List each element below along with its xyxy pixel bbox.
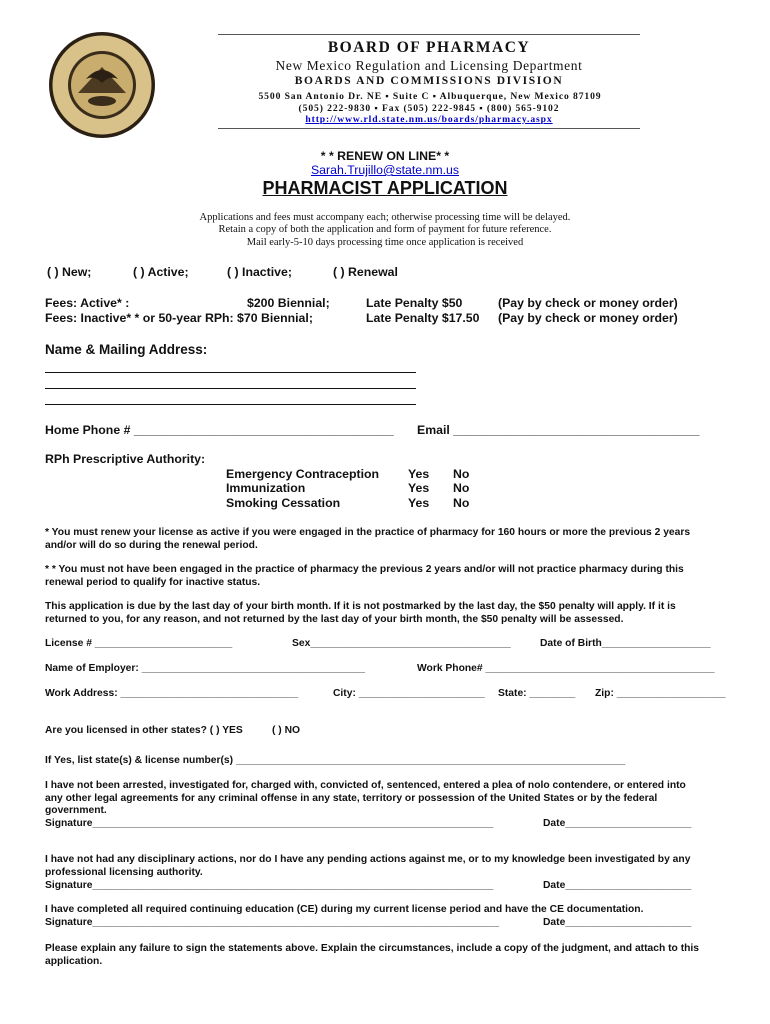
pa-smoking-cessation: Smoking Cessation: [226, 496, 341, 510]
pa-ec-yes[interactable]: Yes: [408, 467, 430, 481]
license-number-field[interactable]: License # ________________________: [45, 638, 233, 649]
board-website-link[interactable]: http://www.rld.state.nm.us/boards/pharmacy.aspx: [305, 114, 553, 125]
statement-line: government.: [45, 805, 107, 817]
status-inactive-option[interactable]: ( ) Inactive;: [227, 265, 292, 279]
pa-emergency-contraception: Emergency Contraception: [226, 467, 380, 481]
status-new-option[interactable]: ( ) New;: [47, 265, 92, 279]
board-phones: (505) 222-9830 ▪ Fax (505) 222-9845 ▪ (800) 565-9102: [298, 103, 560, 114]
header-bottom-rule: [218, 128, 640, 129]
closing-line: Please explain any failure to sign the statements above. Explain the circumstances, include a copy of the judgment, and attach to this: [45, 943, 700, 954]
statement-line: I have not had any disciplinary actions, nor do I have any pending actions against me, or to my knowledge been investigated by any: [45, 854, 691, 865]
closing-line: application.: [45, 956, 103, 967]
note-line: and/or will do so during the renewal period.: [45, 540, 258, 551]
due-date-note: [45, 600, 676, 626]
board-address: 5500 San Antonio Dr. NE ▪ Suite C ▪ Albuquerque, New Mexico 87109: [258, 91, 602, 102]
renew-online-notice: * * RENEW ON LINE* *: [320, 149, 450, 163]
note-line: * * You must not have been engaged in the practice of pharmacy the previous 2 years and/or will not practice pharmacy during this: [45, 564, 684, 575]
signature-field-3[interactable]: Signature_______________________________________________________________________: [45, 917, 500, 928]
statement-line: professional licensing authority.: [45, 866, 203, 878]
zip-field[interactable]: Zip: ___________________: [595, 688, 726, 699]
fee-inactive-penalty: Late Penalty $17.50: [366, 311, 480, 325]
name-address-line-3[interactable]: [45, 404, 416, 405]
inactive-note: [45, 563, 684, 589]
statement-line: any other legal agreements for any criminal offense in any state, territory or possession of the United States or by the federal: [45, 792, 658, 804]
date-field-2[interactable]: Date______________________: [543, 880, 692, 891]
active-note: [45, 526, 690, 552]
instruction-line: Applications and fees must accompany each; otherwise processing time will be delayed.: [199, 212, 571, 223]
pa-imm-yes[interactable]: Yes: [408, 481, 430, 495]
other-states-yes[interactable]: Are you licensed in other states? ( ) YES: [45, 725, 243, 736]
statement-ce: [45, 904, 643, 917]
city-field[interactable]: City: ______________________: [333, 688, 485, 699]
name-address-line-1[interactable]: [45, 372, 416, 373]
closing-instructions: [45, 942, 699, 968]
home-phone-field[interactable]: Home Phone # ______________________________________: [45, 423, 394, 437]
fee-active-amount: $200 Biennial;: [247, 296, 330, 310]
pa-immunization: Immunization: [226, 481, 306, 495]
instruction-line: Retain a copy of both the application and form of payment for future reference.: [218, 224, 552, 236]
note-line: * You must renew your license as active if you were engaged in the practice of pharmacy for 160 hours or more the previous 2 years: [45, 527, 691, 538]
status-renewal-option[interactable]: ( ) Renewal: [333, 265, 398, 279]
fee-active-label: Fees: Active* :: [45, 296, 130, 310]
email-field[interactable]: Email ____________________________________: [417, 423, 700, 437]
status-active-option[interactable]: ( ) Active;: [133, 265, 189, 279]
employer-field[interactable]: Name of Employer: _______________________________________: [45, 663, 366, 674]
fee-active-payment: (Pay by check or money order): [498, 296, 678, 310]
signature-field-2[interactable]: Signature______________________________________________________________________: [45, 880, 494, 891]
statement-criminal: [45, 780, 686, 818]
statement-disciplinary: [45, 854, 690, 879]
state-field[interactable]: State: ________: [498, 688, 576, 699]
fee-inactive-label: Fees: Inactive* * or 50-year RPh: $70 Biennial;: [45, 311, 313, 325]
board-title: BOARD OF PHARMACY: [327, 39, 531, 56]
note-line: This application is due by the last day of your birth month. If it is not postmarked by the last day, the $50 penalty will apply. If it is: [45, 601, 676, 612]
pa-sc-no[interactable]: No: [453, 496, 470, 510]
fee-inactive-payment: (Pay by check or money order): [498, 311, 678, 325]
sex-field[interactable]: Sex___________________________________: [292, 638, 511, 649]
statement-line: I have completed all required continuing education (CE) during my current license period and have the CE documentation.: [45, 904, 644, 915]
statement-line: I have not been arrested, investigated for, charged with, convicted of, sentenced, entered a plea of nolo contendere, or entered into: [45, 780, 686, 791]
pa-imm-no[interactable]: No: [453, 481, 470, 495]
instructions: [0, 212, 770, 249]
date-field-1[interactable]: Date______________________: [543, 818, 692, 829]
signature-field-1[interactable]: Signature______________________________________________________________________: [45, 818, 494, 829]
instruction-line: Mail early-5-10 days processing time once application is received: [246, 236, 524, 248]
work-phone-field[interactable]: Work Phone# ________________________________________: [417, 663, 715, 674]
dept-name: New Mexico Regulation and Licensing Department: [275, 58, 583, 73]
date-field-3[interactable]: Date______________________: [543, 917, 692, 928]
name-address-label: Name & Mailing Address:: [45, 342, 208, 357]
work-address-field[interactable]: Work Address: _______________________________: [45, 688, 299, 699]
pa-sc-yes[interactable]: Yes: [408, 496, 430, 510]
pa-ec-no[interactable]: No: [453, 467, 470, 481]
date-of-birth-field[interactable]: Date of Birth___________________: [540, 638, 711, 649]
page-title: PHARMACIST APPLICATION: [262, 178, 508, 198]
name-address-line-2[interactable]: [45, 388, 416, 389]
division-name: BOARDS AND COMMISSIONS DIVISION: [294, 75, 564, 87]
note-line: returned to you, for any reason, and not returned by the last day of your birth month, the $50 penalty will be assessed.: [45, 614, 624, 625]
other-states-no[interactable]: ( ) NO: [272, 725, 301, 736]
state-seal-logo: [48, 31, 156, 139]
header-top-rule: [218, 34, 640, 35]
contact-email-link[interactable]: Sarah.Trujillo@state.nm.us: [310, 163, 460, 177]
list-states-field[interactable]: If Yes, list state(s) & license number(s) ____________________________________________________________________: [45, 755, 626, 766]
fee-active-penalty: Late Penalty $50: [366, 296, 463, 310]
note-line: renewal period to qualify for inactive status.: [45, 577, 261, 588]
prescriptive-authority-label: RPh Prescriptive Authority:: [45, 452, 206, 466]
